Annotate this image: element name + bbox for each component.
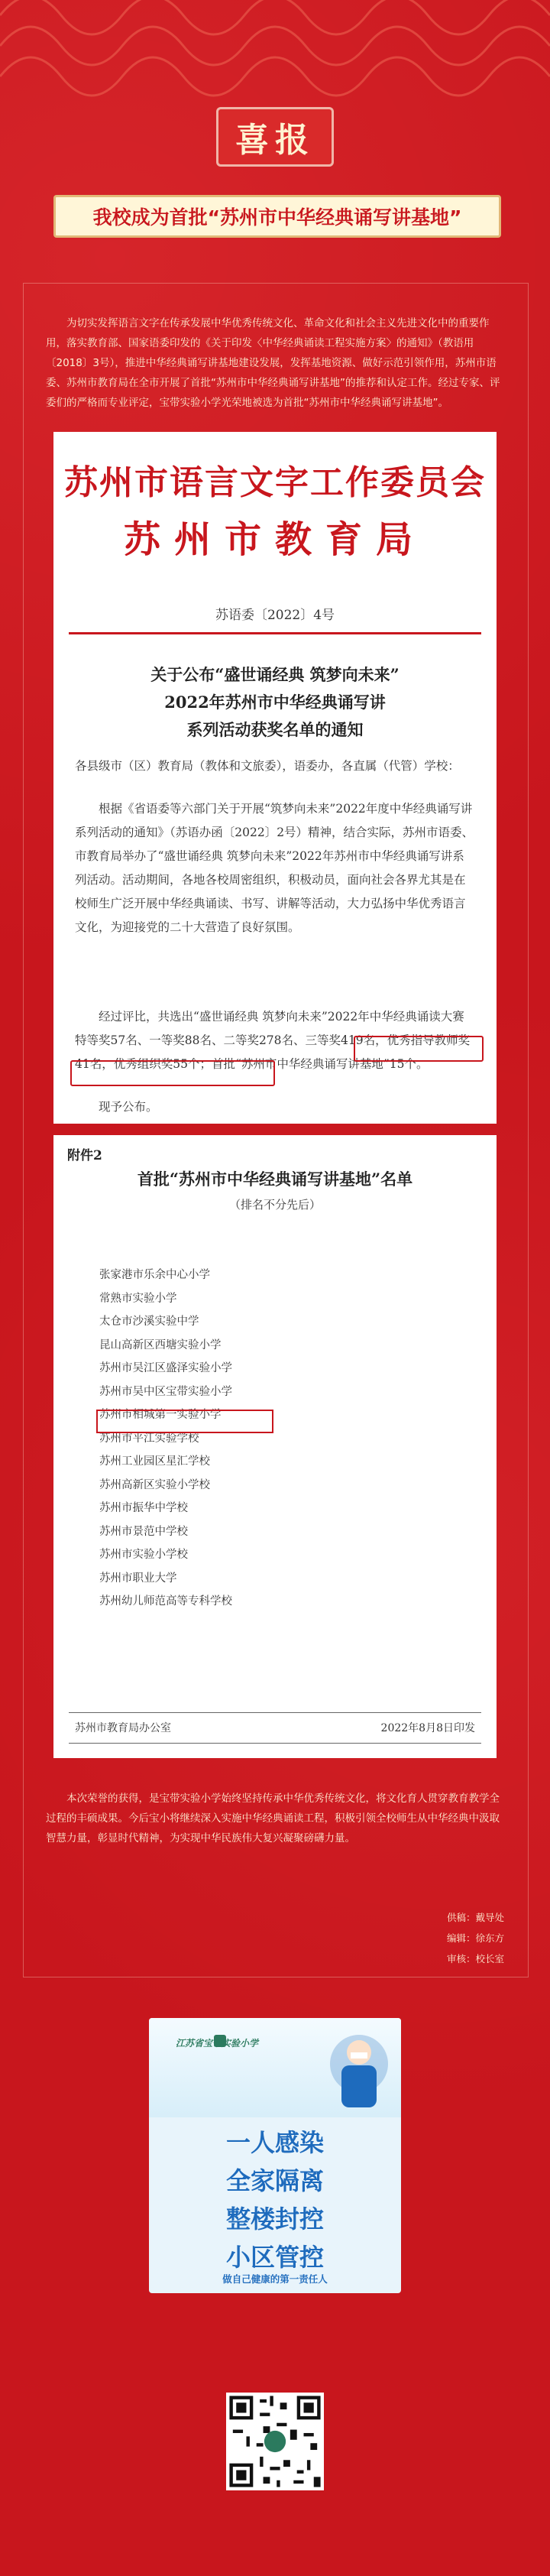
footer-rule	[69, 1743, 481, 1744]
school-item: 苏州市振华中学校	[99, 1502, 188, 1514]
attachment-note: （排名不分先后）	[228, 1198, 321, 1212]
closing-paragraph: 本次荣誉的获得，是宝带实验小学始终坚持传承中华优秀传统文化，将文化育人贯穿教育教学全过程的丰硕成果。今后宝小将继续深入实施中华经典诵读工程，积极引领全校师生从中华经典中汲取智慧力量，彰显时代精神，为实现中华民族伟大复兴凝聚磅礴力量。	[46, 1792, 500, 1844]
document-number: 苏语委〔2022〕4号	[215, 608, 335, 623]
body-paragraph-2: 经过评比，共选出“盛世诵经典 筑梦向未来”2022年中华经典诵读大赛特等奖57名、一等奖88名、二等奖278名、三等奖419名，优秀指导教师奖41名，优秀组织奖55个；首批“苏州市中华经典诵写讲基地”15个。	[75, 1010, 471, 1071]
poster-footer-slogan: 做自己健康的第一责任人	[222, 2273, 328, 2285]
poster-slogan-lines	[202, 2123, 348, 2276]
credits	[447, 1907, 504, 1969]
footer-date: 2022年8月8日印发	[380, 1722, 475, 1734]
school-item: 昆山高新区西塘实验小学	[99, 1338, 222, 1351]
highlight-box	[96, 1410, 273, 1433]
issuer-name-2: 苏州市教育局	[123, 518, 426, 561]
notice-title	[53, 661, 497, 744]
school-item: 苏州市相城第一实验小学	[99, 1409, 222, 1421]
school-item: 张家港市乐余中心小学	[99, 1269, 210, 1281]
body-paragraph-3: 现予公布。	[99, 1100, 158, 1114]
school-item: 苏州市景范中学校	[99, 1525, 188, 1538]
credit-line: 供稿：戴导处	[446, 1912, 504, 1923]
highlight-box	[354, 1036, 484, 1062]
footer-office: 苏州市教育局办公室	[75, 1722, 171, 1734]
cloud-pattern-decoration	[0, 0, 550, 99]
poster-line: 一人感染	[225, 2128, 324, 2157]
attachment-label: 附件2	[67, 1148, 102, 1163]
intro-paragraph: 为切实发挥语言文字在传承发展中华优秀传统文化、革命文化和社会主义先进文化中的重要作用，落实教育部、国家语委印发的《关于印发〈中华经典诵读工程实施方案〉的通知》（教语用〔2018〕3号），推进中华经典诵写讲基地建设发展，发挥基地资源、做好示范引领作用，苏州市语委、苏州市教育局在全市开展了首批“苏州市中华经典诵写讲基地”的推荐和认定工作。经过专家、评委们的严格而专业评定，宝带实验小学光荣地被选为首批“苏州市中华经典诵写讲基地”。	[46, 317, 500, 409]
poster-line: 小区管控	[225, 2243, 324, 2272]
qr-code-icon[interactable]	[226, 2393, 324, 2490]
school-item: 苏州市平江实验学校	[99, 1432, 199, 1445]
body-paragraph-1: 根据《省语委等六部门关于开展“筑梦向未来”2022年度中华经典诵写讲系列活动的通知》（苏语办函〔2022〕2号）精神，结合实际，苏州市语委、市教育局举办了“盛世诵经典 筑梦向未来”2022年苏州市中华经典诵写讲系列活动。活动期间，各地各校周密组织，积极动员，面向社会各界尤其是在校师生广泛开展中华经典诵读、书写、讲解等活动，大力弘扬中华优秀语言文化，为迎接党的二十大营造了良好氛围。	[75, 802, 474, 934]
attachment-title: 首批“苏州市中华经典诵写讲基地”名单	[137, 1170, 413, 1189]
poster-banner	[149, 2018, 401, 2117]
footer-rule	[69, 1712, 481, 1713]
school-item: 苏州市吴中区宝带实验小学	[99, 1385, 232, 1398]
school-item: 苏州市职业大学	[99, 1572, 177, 1585]
credit-line: 审核：校长室	[446, 1953, 504, 1964]
notice-title-line: 系列活动获奖名单的通知	[186, 720, 364, 739]
headline-badge	[216, 107, 334, 167]
poster-line: 整楼封控	[225, 2205, 324, 2234]
school-list	[99, 1264, 232, 1614]
school-item: 苏州幼儿师范高等专科学校	[99, 1595, 232, 1608]
salutation: 各县级市（区）教育局（教体和文旅委），语委办，各直属（代管）学校：	[75, 759, 460, 773]
notice-title-line: 2022年苏州市中华经典诵写讲	[164, 693, 386, 712]
attachment-document	[53, 1135, 497, 1758]
highlight-box	[70, 1060, 275, 1086]
issuer-name-1: 苏州市语言文字工作委员会	[64, 463, 486, 502]
school-item: 苏州市吴江区盛泽实验小学	[99, 1362, 232, 1374]
school-item: 太仓市沙溪实验中学	[99, 1316, 199, 1328]
headline-text: 喜报	[235, 121, 315, 160]
red-divider	[69, 632, 481, 634]
credit-line: 编辑：徐东方	[446, 1932, 504, 1944]
school-item: 苏州高新区实验小学校	[99, 1478, 210, 1491]
doctor-illustration	[149, 2018, 401, 2117]
poster-line: 全家隔离	[225, 2166, 324, 2195]
school-item: 苏州工业园区星汇学校	[99, 1455, 210, 1468]
notice-title-line: 关于公布“盛世诵经典 筑梦向未来”	[150, 665, 400, 684]
epidemic-poster	[149, 2018, 401, 2293]
notice-document	[53, 432, 497, 1124]
school-item: 常熟市实验小学	[99, 1292, 177, 1305]
school-item: 苏州市实验小学校	[99, 1549, 188, 1561]
subtitle-banner	[53, 195, 501, 238]
poster-school-name: 江苏省宝带实验小学	[176, 2038, 259, 2049]
subtitle-text: 我校成为首批“苏州市中华经典诵写讲基地”	[92, 206, 462, 229]
